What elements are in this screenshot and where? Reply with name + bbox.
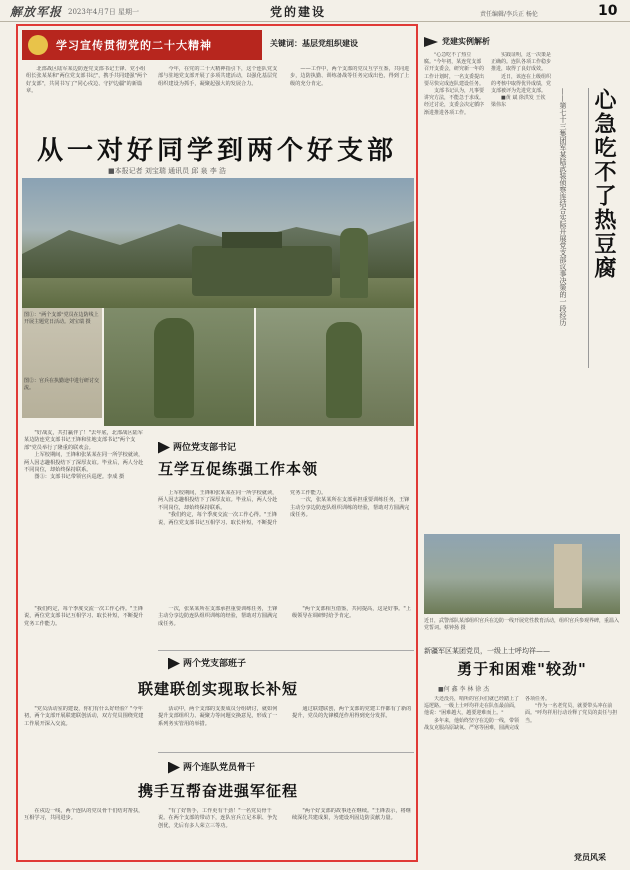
paragraph: "有了好帮手，工作更有干劲！"一名党员骨干说。在两个支部的带动下，连队官兵立足本职、争先创优，先后有多人荣立三等功。 [158, 808, 278, 829]
section1-subhead: 两位党支部书记 [158, 440, 236, 454]
paragraph: "两个好支部的故事还在继续。"王锋表示，将继续深化共建成果，为建设巩固边防贡献力量。 [292, 808, 411, 822]
intro-paragraph: 北部战区陆军某边防连党支部书记王锋、党小组组长张某某和"两位党支部书记"，携手共同建强"两个好支部"，共同书写了"同心戍边、守护边疆"的新篇章。 [26, 66, 148, 95]
story-title: 勇于和困难"较劲" [457, 660, 587, 678]
story-label: 新疆军区某团党员，一级上士呼均祥—— [424, 647, 550, 655]
section1-lead-text [24, 430, 146, 598]
section-name: 党的建设 [270, 5, 327, 19]
byline: ■黄 斌 徐洪发 王钦 梁伟东 [491, 95, 546, 109]
caption-panel [22, 308, 102, 418]
paragraph: 一次，张某某所在支部承担重要训练任务，王锋主动分享边防连队组织训练的经验，帮助对方圆满完成任务。 [158, 606, 278, 627]
party-emblem-icon [28, 35, 48, 55]
vehicle-shape [192, 246, 332, 296]
paragraph: 通过联建联创，两个支部的党建工作都有了新的提升，党员的先锋模范作用得到充分发挥。 [292, 706, 412, 720]
section2-title: 联建联创实现取长补短 [138, 680, 299, 698]
section3-title: 携手互帮奋进强军征程 [138, 782, 299, 800]
divider [158, 752, 414, 753]
soldier-shape [340, 228, 368, 298]
case-analysis-label: 党建实例解析 [424, 36, 490, 47]
ribbon-icon [158, 442, 170, 454]
vertical-title: 心急吃不了热豆腐 [591, 88, 617, 280]
case-analysis-body [424, 52, 552, 532]
section1-title: 互学互促练强工作本领 [158, 460, 319, 478]
story-byline: ■何 鑫 李 林 徐 杰 [438, 686, 490, 693]
section2-subhead: 两个党支部班子 [168, 656, 246, 670]
section3-subhead: 两个连队党员骨干 [168, 760, 255, 774]
paragraph: 近日，该连在上级组织的考核中取得优异成绩，党支部被评为先进党支部。 [491, 73, 552, 95]
section2-body [24, 706, 416, 746]
story-body [424, 696, 620, 856]
intro-text [26, 66, 412, 126]
keyword-label: 关键词：基层党组织建设 [270, 38, 358, 48]
paragraph: 一次，张某某所在支部承担重要训练任务，王锋主动分享边防连队组织训练的经验，帮助对方圆满完成任务。 [290, 497, 410, 519]
paragraph: 上军校期间，王锋和张某某在同一所学校就读，两人因志趣相投结下了深厚友谊。毕业后，两人分赴不同岗位，却始终保持联系。 [24, 452, 144, 474]
right-column [424, 24, 624, 864]
photo-caption: 近日，武警部队某部组织官兵在边防一线开展党性教育活动，组织官兵参观界碑，重温入党誓词。蔡钟扬 摄 [424, 618, 620, 631]
photo-caption: 图②：官兵在执勤途中进行研讨交流。 [24, 378, 100, 391]
intro-paragraph: 今年，在党的二十大精神指引下，这个连队党支部与驻地党支部开展了多项共建活动，以强化基层党组织建设为抓手，凝聚起强大的发展合力。 [158, 66, 278, 87]
main-photo [22, 178, 414, 308]
section1-columns [158, 490, 414, 600]
paragraph: 支部书记认为，凡事要讲究方法，不能急于求成。经过讨论，支委会决定循序渐进推进各项工作。 [424, 88, 485, 116]
arrow-icon [424, 37, 438, 47]
paragraph: 上军校期间，王锋和张某某在同一所学校就读，两人因志趣相投结下了深厚友谊。毕业后，两人分赴不同岗位，却始终保持联系。 [158, 490, 278, 511]
divider [588, 88, 589, 368]
page-header [0, 0, 630, 22]
divider [158, 650, 414, 651]
vertical-subtitle: ——第七十三集团军某陆武装侦察连结合实际开展党支部议事决策的一段经历 [559, 88, 567, 326]
intro-paragraph: ——工作中，两个支部的党员互学互鉴，共同进步，边防执勤、训练备战等任务完成出色，得到了上级的充分肯定。 [290, 66, 410, 87]
newspaper-name: 解放军报 [10, 5, 63, 19]
boundary-marker-shape [554, 544, 582, 608]
ribbon-icon [168, 658, 180, 670]
paragraph: 图③：支部书记带领官兵巡逻。李成 摄 [34, 474, 125, 481]
editors-line: 责任编辑/李兵正 杨伦 [480, 11, 538, 18]
paragraph: "党员活动室的建设，你们有什么好经验？"今年初，两个支部开展联建联创活动，双方党员围绕党建工作展开深入交流。 [24, 706, 144, 727]
paragraph: 实践证明，这一决策是正确的。连队各项工作稳步推进，取得了良好成效。 [491, 52, 552, 73]
soldier-photo-1 [104, 308, 254, 426]
soldier-photo-2 [256, 308, 414, 426]
section1-body [24, 606, 416, 646]
photo-caption: 图①："两个支部"党员在边防线上开展主题党日活动。刘宝瑞 摄 [24, 312, 99, 325]
issue-date: 2023年4月7日 星期一 [68, 8, 139, 16]
paragraph: 天还没亮，哨所的官兵们就已经踏上了巡逻路。一级上士呼均祥走在队伍最前面，他说："困难越大，越要迎难而上。" [424, 696, 520, 717]
paragraph: "心急吃不了热豆腐。"今年初，某连党支部召开支委会，研究新一年的工作计划时，一名支委提出要尽快完成连队建设任务。 [424, 52, 485, 87]
vertical-headline [558, 88, 616, 368]
paragraph: "我们约定，每个季度交流一次工作心得。"王锋说，两位党支部书记互相学习、取长补短，不断提升党务工作能力。 [24, 606, 144, 627]
page-number: 10 [598, 3, 618, 19]
banner-text: 学习宣传贯彻党的二十大精神 [56, 39, 212, 52]
soldier-shape [326, 322, 362, 418]
ribbon-icon [168, 762, 180, 774]
article-title: 从一对好同学到两个好支部 [36, 136, 397, 166]
paragraph: 活动中，两个支部的支委成员分组研讨，就如何提升支部组织力、凝聚力等问题交换意见，形成了一系列务实管用的举措。 [158, 706, 278, 727]
paragraph: 多年来，他始终坚守在边防一线，带领战友克服高原缺氧、严寒等困难，圆满完成各项任务。 [424, 696, 551, 731]
border-photo [424, 534, 620, 614]
paragraph: 在戍边一线，两个连队的党员骨干们结对帮扶，互相学习，共同进步。 [24, 808, 144, 822]
main-article-frame [16, 24, 418, 862]
section3-body [24, 808, 416, 858]
paragraph: "我们约定，每个季度交流一次工作心得。"王锋说，两位党支部书记互相学习、取长补短，不断提升党务工作能力。 [158, 490, 327, 526]
paragraph: "作为一名老党员，就要带头冲在前面。"呼均祥用行动诠释了党员的责任与担当。 [525, 703, 618, 724]
paragraph: "两个支部相互借鉴，共同提高，这是好事。"上级领导在调研时给予肯定。 [292, 606, 411, 620]
theme-banner [22, 30, 262, 60]
paragraph: "好战友，共打赢伴了！"去年底，北部战区陆军某边防连党支部书记王锋和驻地支部书记"两个支部"党员举行了隆重的联欢会。 [24, 430, 143, 451]
article-byline: ■本报记者 刘宝瑞 通讯员 邱 泉 李 浩 [108, 167, 226, 175]
column-footer-label: 党员风采 [574, 852, 606, 862]
soldier-shape [154, 318, 194, 418]
